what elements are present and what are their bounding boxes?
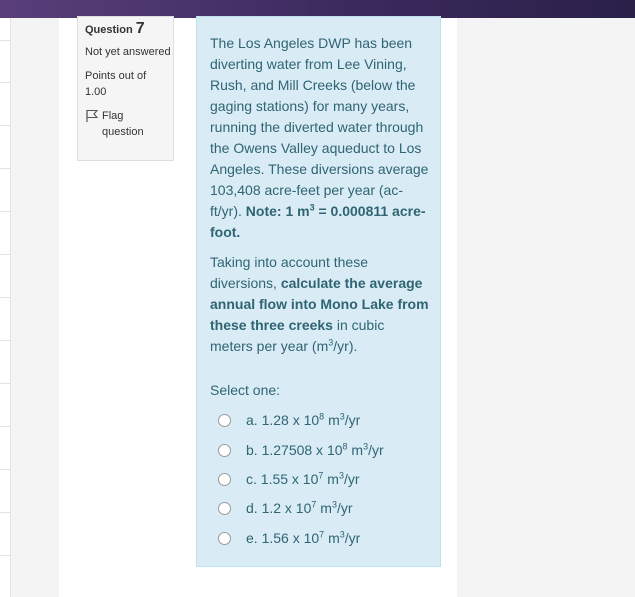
answer-option-a[interactable] xyxy=(210,406,430,435)
left-gutter xyxy=(11,18,59,597)
note-text xyxy=(210,203,426,240)
question-content xyxy=(196,16,441,567)
answer-list xyxy=(210,406,430,553)
question-text-bold: calculate the average annual flow into Mono Lake from these three creeks xyxy=(210,275,429,333)
answer-label-c: c. 1.55 x $10^7$ $m^3/yr$ xyxy=(246,470,360,487)
answer-label-d: d. 1.2 x $10^7$ $m^3/yr$ xyxy=(246,499,353,517)
grade-max: 1.00 xyxy=(85,86,107,98)
question-state: Not yet answered xyxy=(85,46,171,58)
radio-button-e[interactable] xyxy=(218,532,231,545)
radio-button-b[interactable] xyxy=(218,444,231,457)
note-part-b: = 0.000811 acre-foot. xyxy=(210,203,426,240)
question-label: Question xyxy=(85,24,133,36)
question-number-value: 7 xyxy=(135,20,145,37)
question-text-part-a: Taking into account these diversions, xyxy=(210,254,368,291)
radio-button-c[interactable] xyxy=(218,473,231,486)
answer-label-b: b. 1.27508 x $10^8$ $m^3/yr$ xyxy=(246,440,384,458)
flag-label: Flag question xyxy=(102,110,144,138)
question-text-paragraph-1 xyxy=(210,33,430,243)
question-number xyxy=(85,21,173,38)
flag-question-link[interactable] xyxy=(85,108,173,140)
select-one-prompt: Select one: xyxy=(210,382,281,398)
note-part-a: Note: 1 m xyxy=(245,203,310,219)
question-text-part-c: /yr). xyxy=(333,338,358,354)
radio-button-d[interactable] xyxy=(218,502,231,515)
answer-option-d[interactable] xyxy=(210,494,430,523)
right-gutter xyxy=(457,18,635,597)
question-text-part-b: in cubic meters per year (m xyxy=(210,317,385,354)
answer-option-e[interactable] xyxy=(210,524,430,553)
answer-option-b[interactable] xyxy=(210,435,430,464)
grade-label: Points out of xyxy=(85,70,147,82)
question-text-superscript: 3 xyxy=(328,337,334,348)
question-grade xyxy=(85,68,173,100)
question-text-main: The Los Angeles DWP has been diverting water from Lee Vining, Rush, and Mill Creeks (below the gaging stations) for many years, running the diverted water through the Owens Valley aqueduct to Los Angeles. These diversions average 103,408 acre-feet per year (ac-ft/yr). xyxy=(210,35,429,219)
answer-option-c[interactable] xyxy=(210,465,430,494)
question-text-paragraph-2 xyxy=(210,252,430,357)
left-sidebar xyxy=(0,18,11,597)
flag-icon xyxy=(85,109,99,123)
answer-label-e: e. 1.56 x $10^7$ $m^3/yr$ xyxy=(246,529,361,546)
question-info-panel xyxy=(77,16,174,161)
note-superscript: 3 xyxy=(309,202,315,213)
answer-label-a: a. 1.28 x $10^8$ $m^3/yr$ xyxy=(246,411,361,429)
radio-button-a[interactable] xyxy=(218,414,231,427)
